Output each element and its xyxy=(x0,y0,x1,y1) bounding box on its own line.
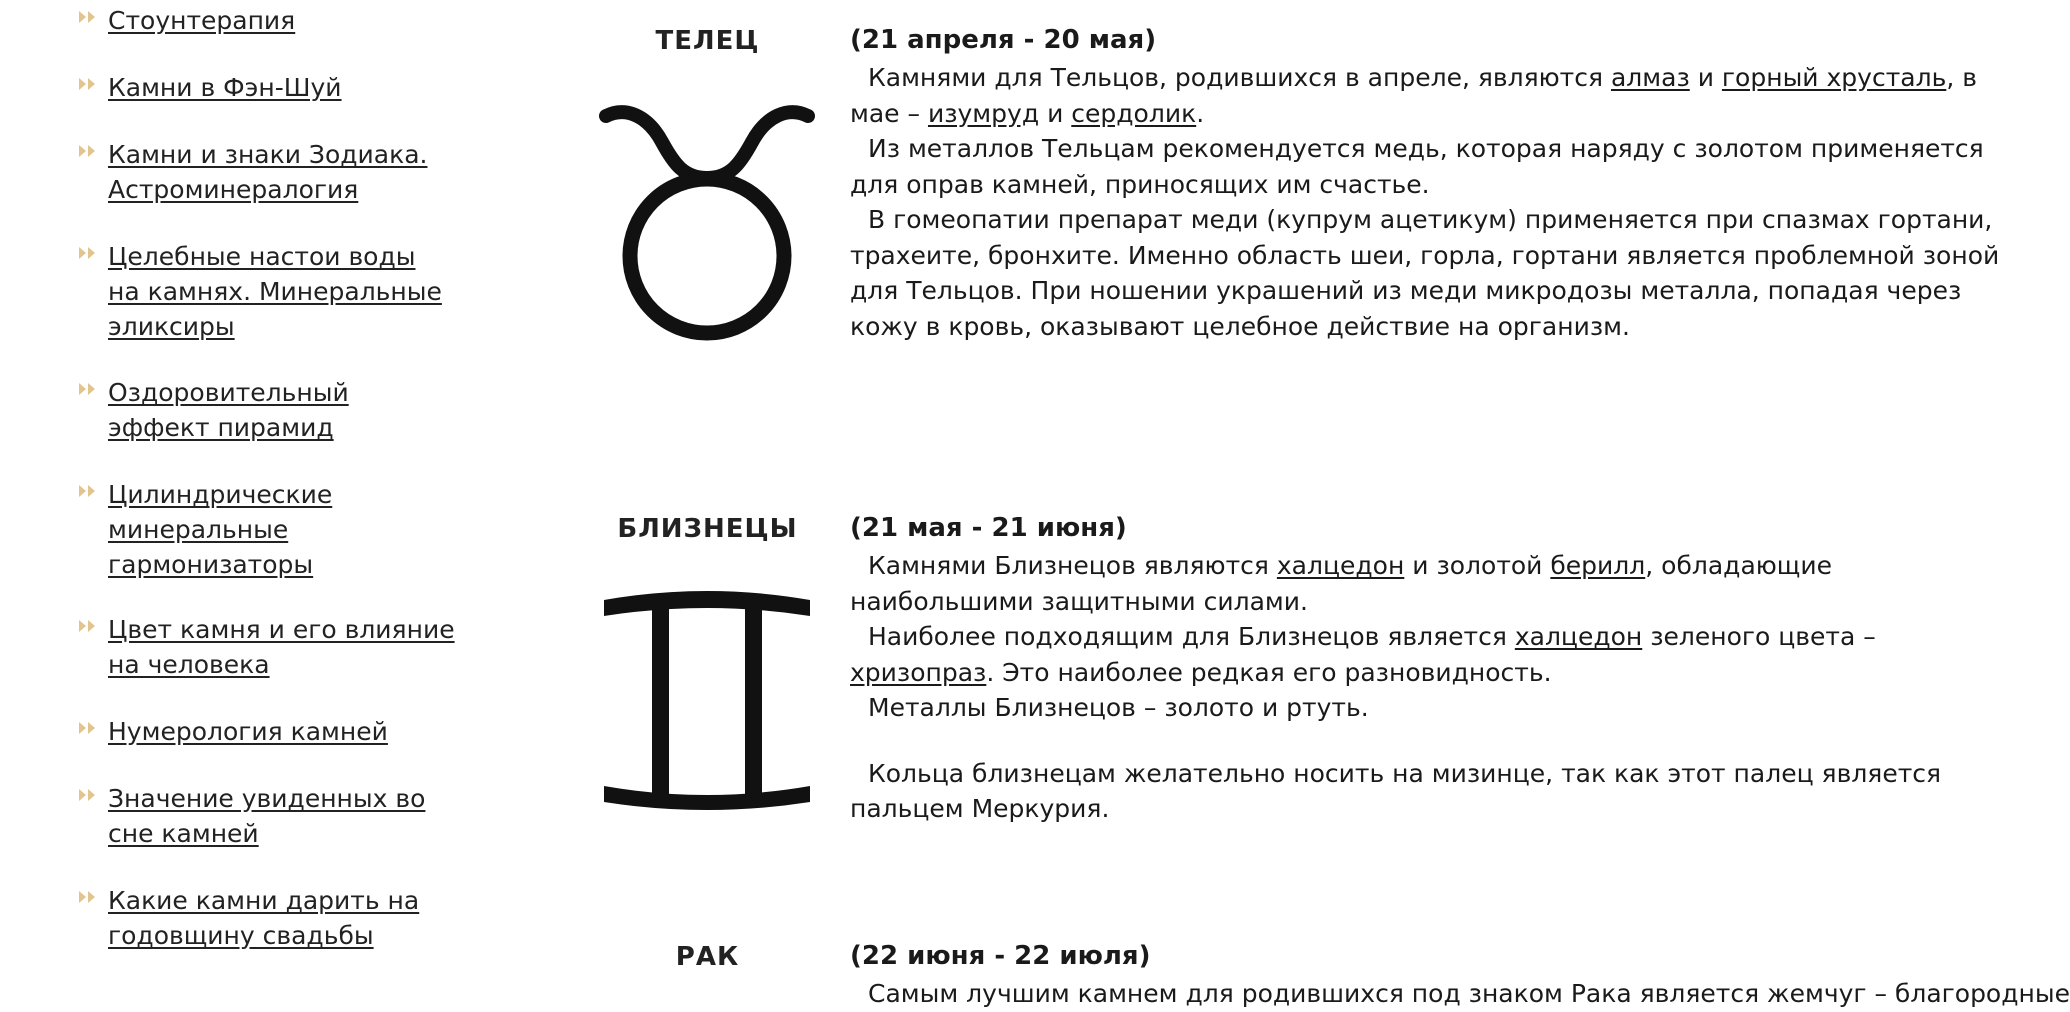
paragraph xyxy=(850,548,2022,619)
text: и xyxy=(1689,63,1722,92)
sidebar-item-harmonizers[interactable] xyxy=(78,477,458,582)
sign-taurus xyxy=(580,22,2020,352)
sign-cancer xyxy=(580,938,2070,1008)
gemini-symbol-icon xyxy=(602,590,812,812)
sidebar-link[interactable]: Целебные настои воды на камнях. Минеральные эликсиры xyxy=(108,242,442,341)
sidebar-link[interactable]: Оздоровительный эффект пирамид xyxy=(108,378,349,442)
paragraph xyxy=(850,619,2022,690)
sign-dates: (21 мая - 21 июня) xyxy=(850,513,1127,543)
text: зеленого цвета – xyxy=(1642,622,1876,651)
sidebar-link[interactable]: Значение увиденных во сне камней xyxy=(108,784,426,848)
double-chevron-icon xyxy=(78,78,98,90)
paragraph: Металлы Близнецов – золото и ртуть. xyxy=(868,693,1369,722)
text: Наиболее подходящим для Близнецов является xyxy=(868,622,1515,651)
double-chevron-icon xyxy=(78,789,98,801)
paragraph: В гомеопатии препарат меди (купрум ацетикум) применяется при спазмах гортани, трахеите, бронхите. Именно область шеи, горла, гортани является проблемной зоной для Тельцов. При ношении украшений из меди микродозы металла, попадая через кожу в кровь, оказывают целебное действие на организм. xyxy=(850,205,2000,341)
double-chevron-icon xyxy=(78,247,98,259)
double-chevron-icon xyxy=(78,722,98,734)
sign-name: БЛИЗНЕЦЫ xyxy=(617,514,798,544)
text: и золотой xyxy=(1404,551,1551,580)
paragraph: Из металлов Тельцам рекомендуется медь, которая наряду с золотом применяется для оправ камней, приносящих им счастье. xyxy=(850,134,1984,199)
sidebar-nav xyxy=(0,0,470,988)
stone-link-emerald[interactable]: изумруд xyxy=(927,98,1040,128)
double-chevron-icon xyxy=(78,620,98,632)
sign-dates: (22 июня - 22 июля) xyxy=(850,941,1151,971)
double-chevron-icon xyxy=(78,145,98,157)
stone-link-carnelian[interactable]: сердолик xyxy=(1071,98,1197,128)
paragraph xyxy=(850,60,2022,131)
double-chevron-icon xyxy=(78,11,98,23)
sidebar-item-pyramids[interactable] xyxy=(78,375,458,445)
sidebar-item-dream-stones[interactable] xyxy=(78,781,458,851)
sidebar-link[interactable]: Цилиндрические минеральные гармонизаторы xyxy=(108,480,333,579)
double-chevron-icon xyxy=(78,891,98,903)
double-chevron-icon xyxy=(78,383,98,395)
stone-link-beryl[interactable]: берилл xyxy=(1550,551,1646,580)
text: . xyxy=(1196,98,1205,128)
sign-gemini xyxy=(580,510,2020,850)
stone-link-chalcedony[interactable]: халцедон xyxy=(1276,551,1405,580)
sidebar-link[interactable]: Камни и знаки Зодиака. Астроминералогия xyxy=(108,140,428,204)
sign-name: ТЕЛЕЦ xyxy=(655,26,760,56)
sign-name: РАК xyxy=(675,942,740,972)
sidebar-item-stone-color[interactable] xyxy=(78,612,458,682)
sidebar-link[interactable]: Какие камни дарить на годовщину свадьбы xyxy=(108,886,420,950)
sidebar-item-numerology[interactable] xyxy=(78,714,458,749)
text: Камнями для Тельцов, родившихся в апреле, являются xyxy=(868,63,1611,92)
sidebar-link[interactable]: Стоунтерапия xyxy=(108,6,296,35)
stone-link-chalcedony[interactable]: халцедон xyxy=(1514,622,1643,651)
paragraph: Самым лучшим камнем для родившихся под знаком Рака является жемчуг – благородные xyxy=(868,979,2070,1008)
sign-description xyxy=(850,22,2022,344)
text: . Это наиболее редкая его разновидность. xyxy=(986,657,1552,687)
stone-link-chrysoprase[interactable]: хризопраз xyxy=(850,657,987,687)
text: и xyxy=(1039,98,1072,128)
sidebar-link[interactable]: Камни в Фэн-Шуй xyxy=(108,73,342,102)
stone-link-rock-crystal[interactable]: горный хрусталь xyxy=(1721,63,1947,92)
taurus-symbol-icon xyxy=(602,102,812,347)
sidebar-item-stone-therapy[interactable] xyxy=(78,3,458,38)
sign-description xyxy=(850,938,2070,1012)
sidebar-link[interactable]: Цвет камня и его влияние на человека xyxy=(108,615,455,679)
sidebar-item-zodiac[interactable] xyxy=(78,137,458,207)
sign-description xyxy=(850,510,2022,827)
sidebar-link[interactable]: Нумерология камней xyxy=(108,717,388,746)
stone-link-almaz[interactable]: алмаз xyxy=(1610,63,1690,92)
sign-dates: (21 апреля - 20 мая) xyxy=(850,25,1157,55)
text: Камнями Близнецов являются xyxy=(868,551,1277,580)
text: , в мае – xyxy=(850,63,1977,128)
paragraph: Кольца близнецам желательно носить на мизинце, так как этот палец является пальцем Меркурия. xyxy=(850,758,1942,823)
sidebar-item-elixirs[interactable] xyxy=(78,239,458,344)
sidebar-item-feng-shui[interactable] xyxy=(78,70,458,105)
sidebar-item-wedding-stones[interactable] xyxy=(78,883,458,953)
text: , обладающие наибольшими защитными силами. xyxy=(850,551,1832,616)
double-chevron-icon xyxy=(78,485,98,497)
